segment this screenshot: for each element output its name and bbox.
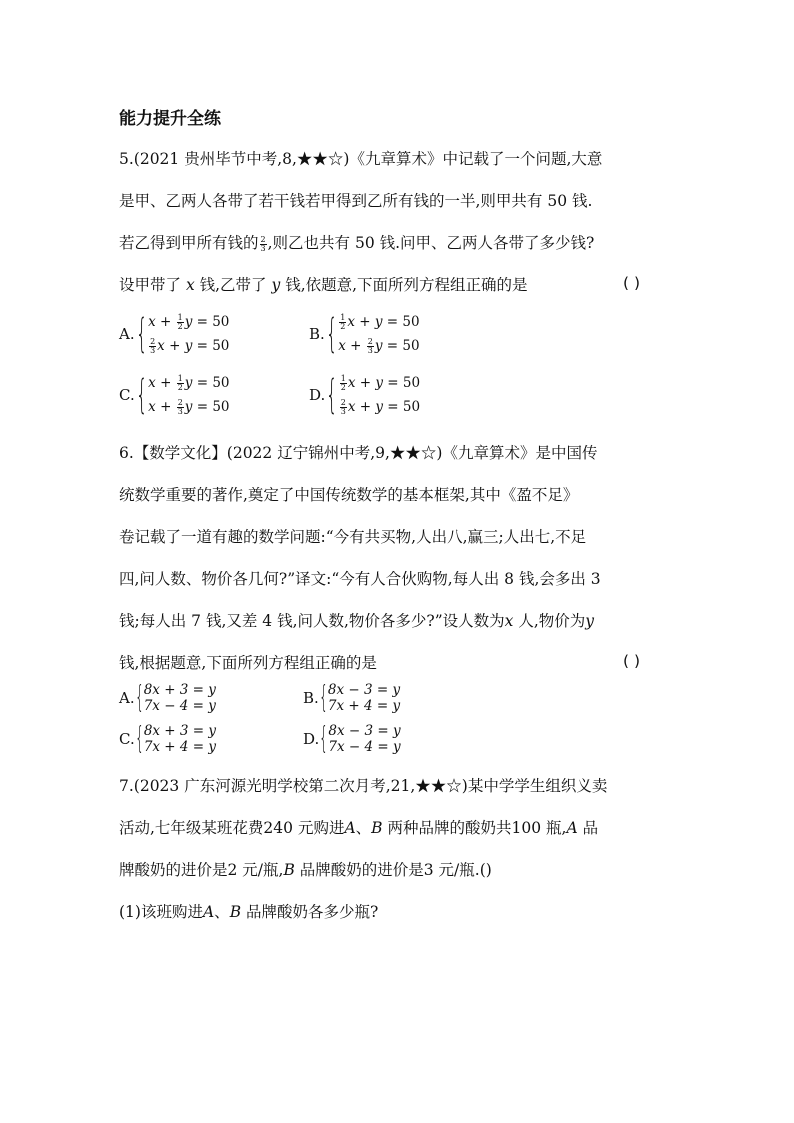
q5-line-3a: 若乙得到甲所有钱的 [119,234,259,252]
q6-option-d[interactable]: D. { 8x − 3 = y 7x − 4 = y [303,721,401,756]
q5-option-d[interactable]: D. { $\frac{1}{2}$ x + y = 50 $\frac{2}{3}$ x + y = 50 [309,372,421,418]
brace: { [326,372,338,418]
brace: { [134,680,144,715]
q7-line-2: 活动,七年级某班花费240 元购进A、B 两种品牌的酸奶共100 瓶,A 品 [119,819,599,837]
brace: { [135,372,148,418]
q6-c-eq1: 8x + 3 = y [143,723,217,739]
q6-answer-paren: ( ) [623,652,641,670]
q6-line-2: 统数学重要的著作,奠定了中国传统数学的基本框架,其中《盈不足》 [119,486,579,504]
q7-line-1: 7.(2023 广东河源光明学校第二次月考,21,★★☆)某中学学生组织义卖 [119,777,608,795]
q5-option-b[interactable]: B. { $\frac{1}{2}$ x + y = 50 x + $\frac{2}{3}$ y = 50 [309,311,420,357]
q5-option-a[interactable]: A. { x + $\frac{1}{2}$ y = 50 $\frac{2}{3}$ x + y = 50 [119,311,230,357]
q5-answer-paren: ( ) [623,274,641,292]
q6-line-3: 卷记载了一道有趣的数学问题:“今有共买物,人出八,赢三;人出七,不足 [119,528,587,546]
q6-b-eq1: 8x − 3 = y [327,682,401,698]
q6-c-eq2: 7x + 4 = y [143,739,217,755]
brace: { [319,721,329,756]
q5-line-3b: ,则乙也共有 50 钱.问甲、乙两人各带了多少钱? [267,234,595,252]
q6-line-1: 6.【数学文化】(2022 辽宁锦州中考,9,★★☆)《九章算术》是中国传 [119,444,598,462]
q6-line-4: 四,问人数、物价各几何?”译文:“今有人合伙购物,每人出 8 钱,会多出 3 [119,570,601,588]
q6-a-eq2: 7x − 4 = y [143,698,216,714]
q6-d-eq2: 7x − 4 = y [328,739,401,755]
q6-b-eq2: 7x + 4 = y [327,698,401,714]
section-title: 能力提升全练 [119,109,221,129]
q6-d-eq1: 8x − 3 = y [328,723,401,739]
q5-option-c[interactable]: C. { x + $\frac{1}{2}$ y = 50 x + $\frac{2}{3}$ y = 50 [119,372,230,418]
q6-a-eq1: 8x + 3 = y [143,682,216,698]
q7-line-3: 牌酸奶的进价是2 元/瓶,B 品牌酸奶的进价是3 元/瓶.() [119,861,492,879]
q7-subquestion-1: (1)该班购进A、B 品牌酸奶各多少瓶? [119,903,379,921]
q6-line-5: 钱;每人出 7 钱,又差 4 钱,问人数,物价各多少?”设人数为x 人,物价为y [119,612,595,630]
q6-line-6: 钱,根据题意,下面所列方程组正确的是 [119,654,377,672]
q5-line-2: 是甲、乙两人各带了若干钱若甲得到乙所有钱的一半,则甲共有 50 钱. [119,192,593,210]
q5-line-4: 设甲带了 x 钱,乙带了 y 钱,依题意,下面所列方程组正确的是 [119,276,528,294]
brace: { [134,721,144,756]
brace: { [319,680,328,715]
brace: { [135,311,148,357]
q6-option-c[interactable]: C. { 8x + 3 = y 7x + 4 = y [119,721,217,756]
fraction-two-thirds: $\frac{2}{3}$ [260,234,266,253]
q5-line-1: 5.(2021 贵州毕节中考,8,★★☆)《九章算术》中记载了一个问题,大意 [119,150,603,168]
q5-line-3 [119,232,679,254]
brace: { [325,311,338,357]
q6-option-a[interactable]: A. { 8x + 3 = y 7x − 4 = y [119,680,216,715]
q6-option-b[interactable]: B. { 8x − 3 = y 7x + 4 = y [303,680,401,715]
